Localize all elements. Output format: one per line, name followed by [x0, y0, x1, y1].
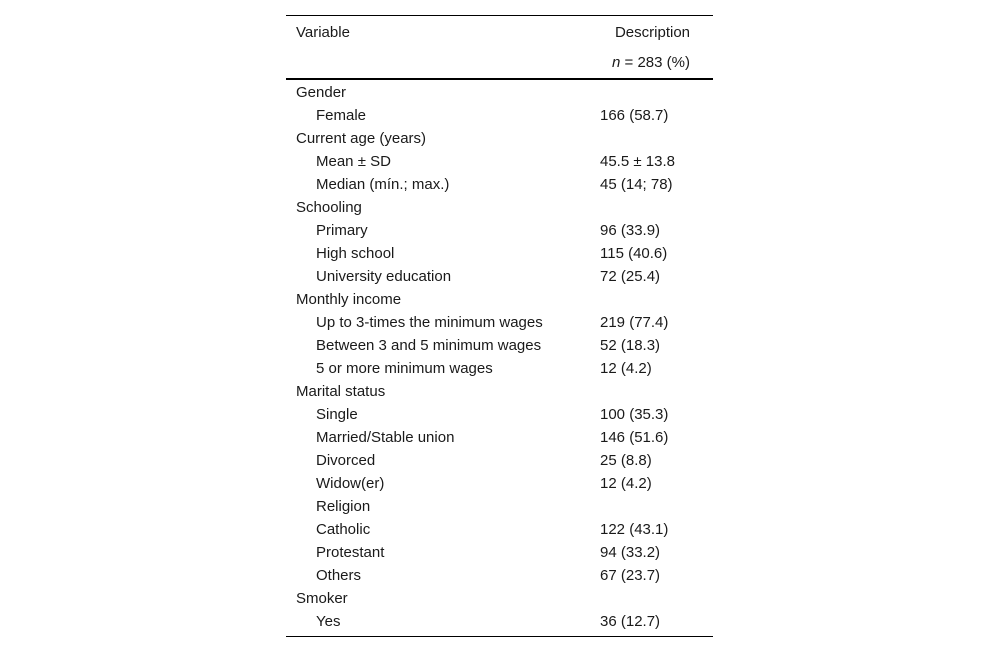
row-category-label: Smoker — [296, 590, 348, 607]
table-row — [286, 242, 713, 265]
table-bottom-rule — [286, 636, 713, 637]
table-row — [286, 81, 713, 104]
table-row — [286, 104, 713, 127]
row-category-label: Monthly income — [296, 291, 402, 308]
table-row — [286, 564, 713, 587]
header-variable: Variable — [296, 24, 350, 41]
table-body — [286, 80, 713, 636]
row-label: Religion — [316, 498, 371, 515]
row-value: 12 (4.2) — [600, 360, 652, 377]
row-value: 45.5 ± 13.8 — [600, 153, 675, 170]
row-value: 122 (43.1) — [600, 521, 669, 538]
row-label: Married/Stable union — [316, 429, 455, 446]
row-category-label: Current age (years) — [296, 130, 427, 147]
row-label: Divorced — [316, 452, 376, 469]
table-row — [286, 587, 713, 610]
row-label: Median (mín.; max.) — [316, 176, 450, 193]
row-label: Between 3 and 5 minimum wages — [316, 337, 542, 354]
row-value: 25 (8.8) — [600, 452, 652, 469]
row-label: Single — [316, 406, 358, 423]
row-value: 166 (58.7) — [600, 107, 669, 124]
table-row — [286, 357, 713, 380]
row-value: 219 (77.4) — [600, 314, 669, 331]
header-n-value: = 283 (%) — [620, 54, 690, 71]
row-value: 146 (51.6) — [600, 429, 669, 446]
table-row — [286, 380, 713, 403]
row-value: 67 (23.7) — [600, 567, 661, 584]
row-value: 45 (14; 78) — [600, 176, 673, 193]
table-row — [286, 449, 713, 472]
row-value: 36 (12.7) — [600, 613, 661, 630]
row-label: Up to 3-times the minimum wages — [316, 314, 543, 331]
table-row — [286, 288, 713, 311]
row-value: 96 (33.9) — [600, 222, 661, 239]
header-sample-size — [612, 54, 690, 71]
table-row — [286, 610, 713, 633]
row-value: 115 (40.6) — [600, 245, 668, 262]
row-label: Mean ± SD — [316, 153, 391, 170]
table-row — [286, 311, 713, 334]
row-label: 5 or more minimum wages — [316, 360, 493, 377]
table-row — [286, 426, 713, 449]
table-row — [286, 127, 713, 150]
table-row — [286, 472, 713, 495]
row-label: Female — [316, 107, 367, 124]
table-row — [286, 541, 713, 564]
row-value: 94 (33.2) — [600, 544, 661, 561]
header-n-symbol: n — [612, 54, 621, 71]
row-category-label: Marital status — [296, 383, 386, 400]
row-value: 52 (18.3) — [600, 337, 661, 354]
table-row — [286, 518, 713, 541]
characteristics-table — [286, 15, 713, 637]
row-label: High school — [316, 245, 395, 262]
row-label: Yes — [316, 613, 341, 630]
row-label: Widow(er) — [316, 475, 385, 492]
table-row — [286, 265, 713, 288]
row-label: Others — [316, 567, 362, 584]
row-label: Protestant — [316, 544, 385, 561]
table-row — [286, 173, 713, 196]
table-row — [286, 196, 713, 219]
row-label: Primary — [316, 222, 368, 239]
row-category-label: Gender — [296, 84, 347, 101]
header-row — [286, 16, 713, 47]
row-label: Catholic — [316, 521, 371, 538]
row-value: 72 (25.4) — [600, 268, 661, 285]
row-value: 100 (35.3) — [600, 406, 669, 423]
header-subrow — [286, 47, 713, 78]
table-row — [286, 334, 713, 357]
row-value: 12 (4.2) — [600, 475, 652, 492]
table-row — [286, 219, 713, 242]
table-row — [286, 150, 713, 173]
row-label: University education — [316, 268, 452, 285]
header-description: Description — [614, 24, 690, 41]
table-row — [286, 403, 713, 426]
table-row — [286, 495, 713, 518]
row-category-label: Schooling — [296, 199, 362, 216]
